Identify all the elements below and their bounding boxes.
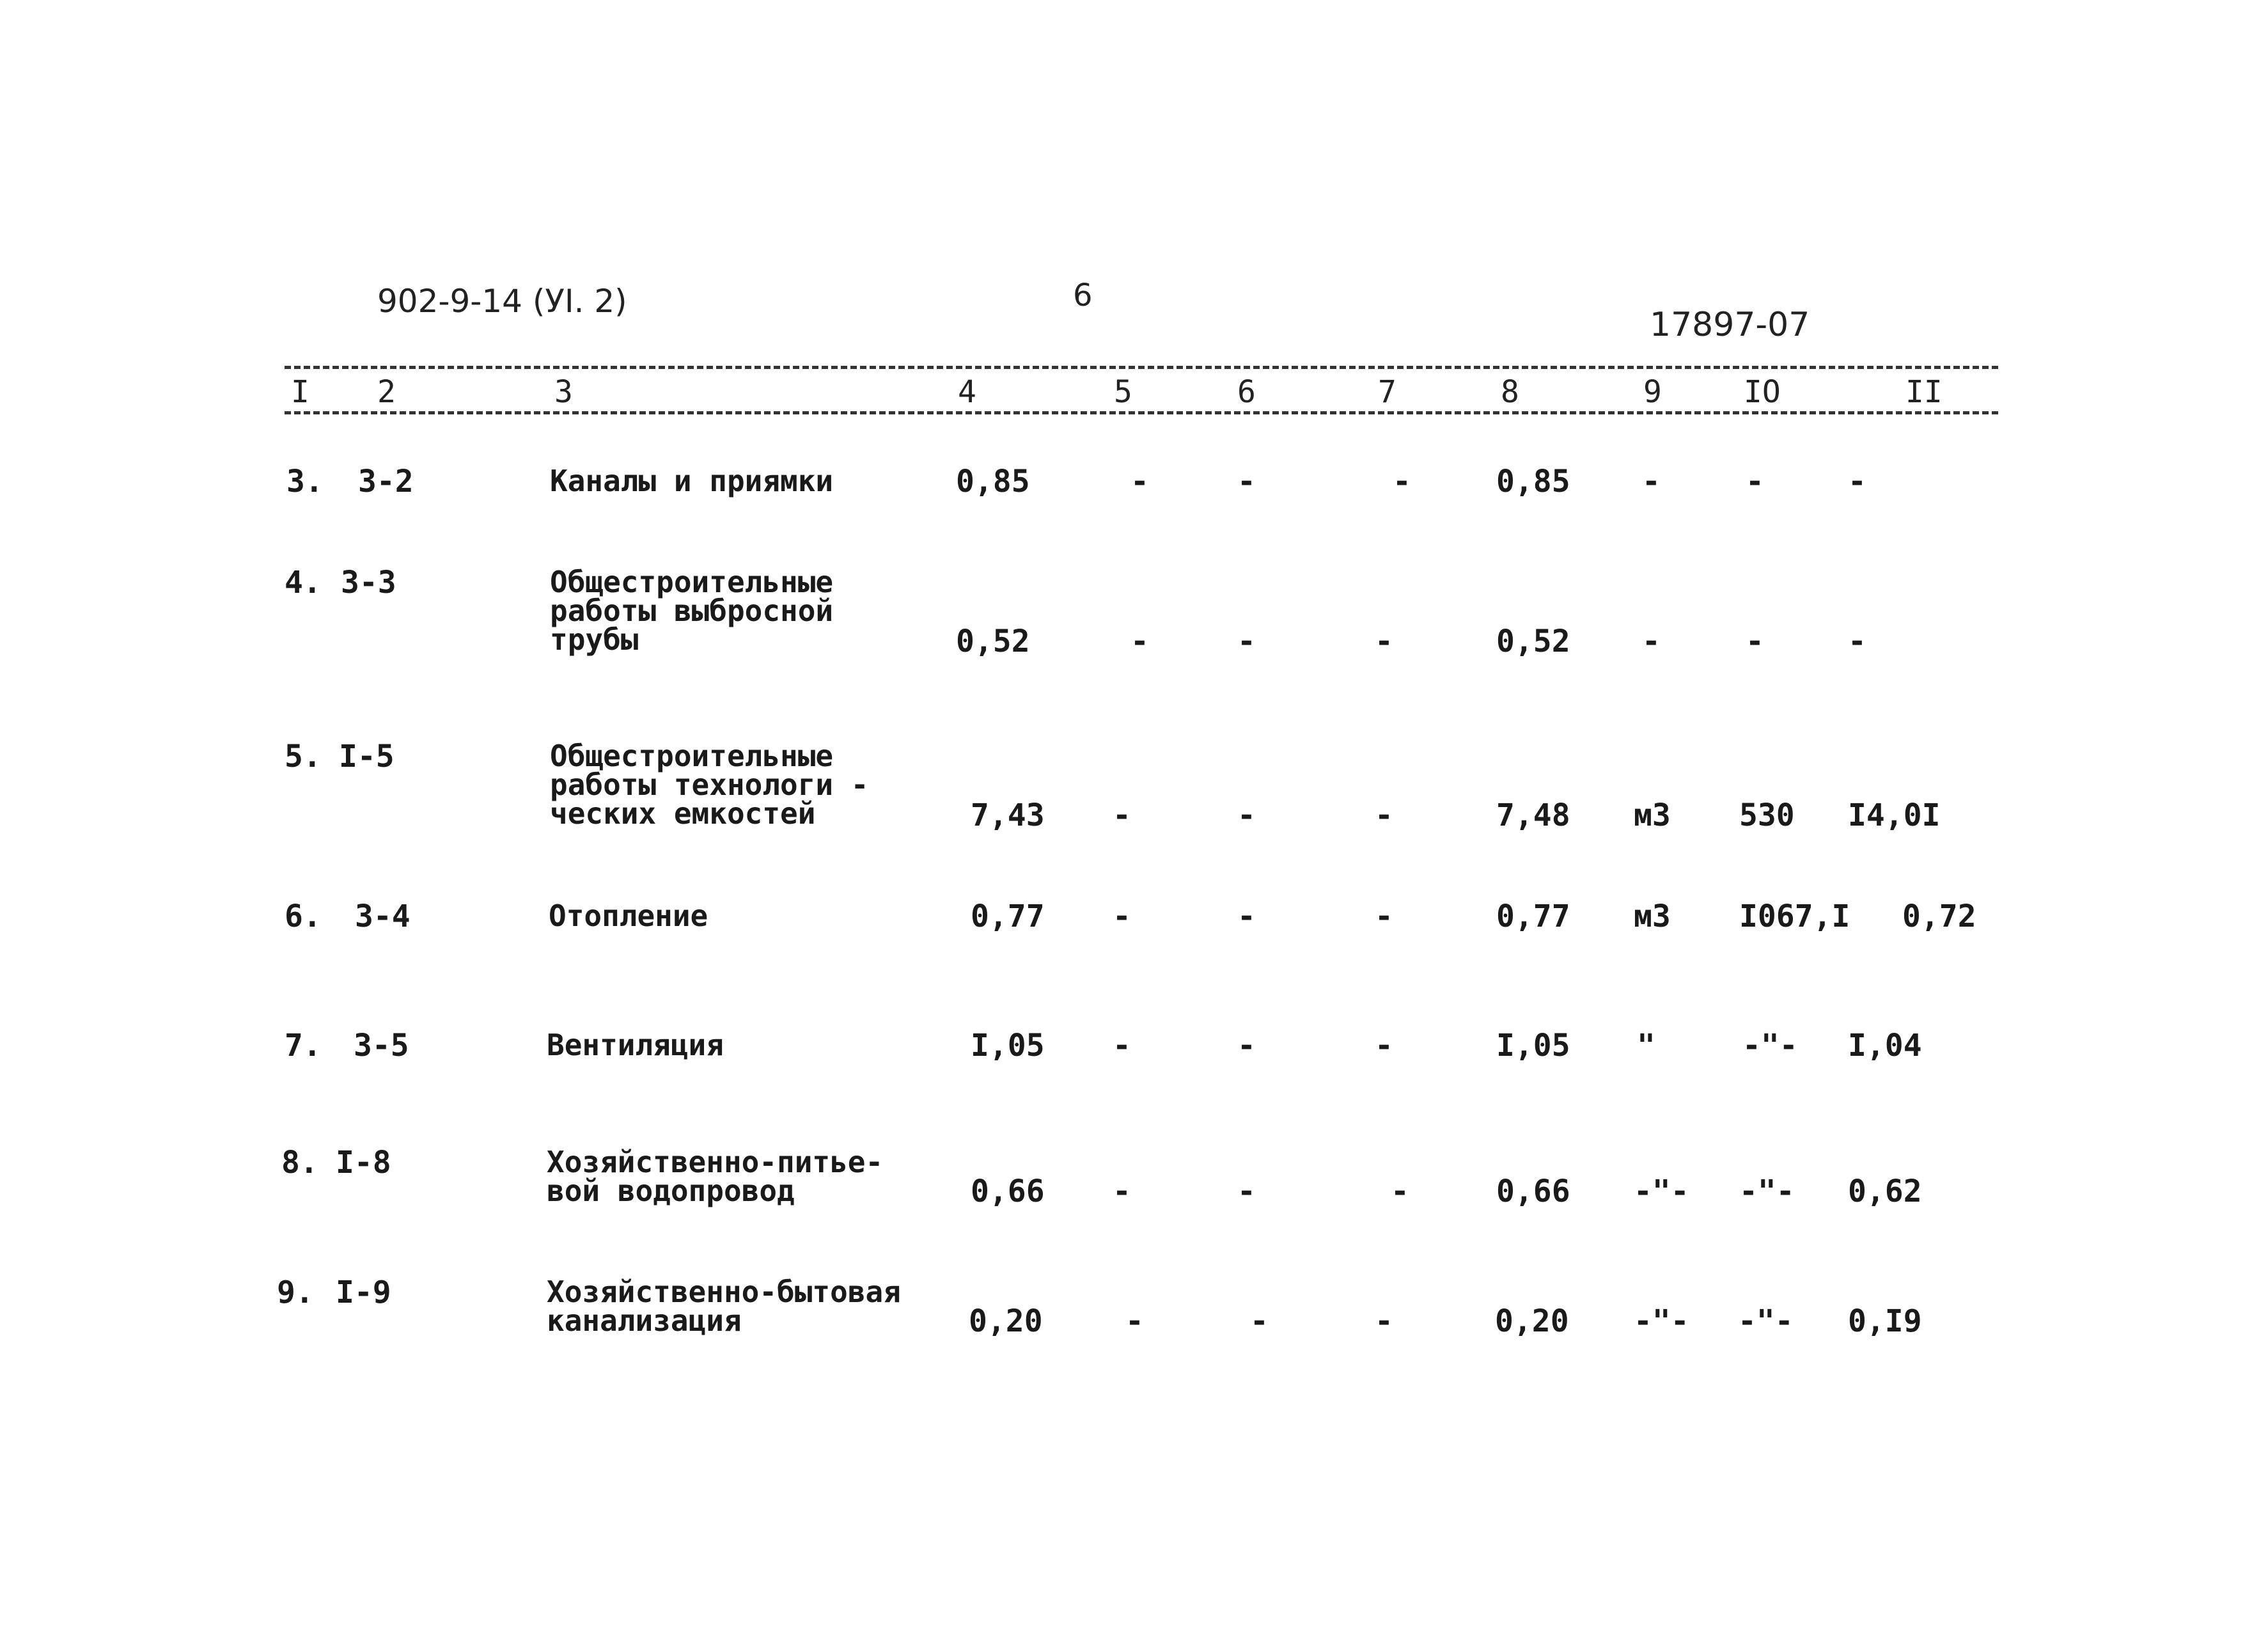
cell-col5: - xyxy=(1113,797,1131,833)
row-code: I-5 xyxy=(339,739,395,774)
row-name: Общестроительные работы технологи - ческих емкостей xyxy=(550,739,869,831)
cell-col6: - xyxy=(1237,1174,1256,1209)
cell-col5: - xyxy=(1113,1028,1131,1064)
cell-col7: - xyxy=(1391,1174,1409,1209)
row-code: 3-4 xyxy=(355,899,411,934)
column-number-9: 9 xyxy=(1643,374,1662,410)
cell-col5: - xyxy=(1113,1174,1131,1209)
cell-col11: I,04 xyxy=(1848,1028,1922,1064)
cell-col6: - xyxy=(1237,899,1256,934)
row-number: 4. xyxy=(285,565,322,601)
header-rule-bottom xyxy=(285,411,1998,414)
cell-col9: м3 xyxy=(1634,899,1671,934)
row-code: 3-2 xyxy=(358,464,414,499)
column-number-3: 3 xyxy=(554,374,573,410)
cell-col11: - xyxy=(1848,624,1866,659)
cell-col4: 0,85 xyxy=(956,464,1030,499)
cell-col9: - xyxy=(1642,464,1661,499)
row-number: 3. xyxy=(286,464,324,499)
cell-col5: - xyxy=(1125,1303,1144,1339)
cell-col10: -"- xyxy=(1739,1174,1795,1209)
cell-col11: 0,62 xyxy=(1848,1174,1922,1209)
column-number-1: I xyxy=(291,374,309,410)
cell-col11: I4,0I xyxy=(1848,797,1941,833)
cell-col6: - xyxy=(1237,1028,1256,1064)
cell-col10: - xyxy=(1746,624,1764,659)
archive-number: 17897-07 xyxy=(1650,306,1810,344)
cell-col8: 0,52 xyxy=(1496,624,1570,659)
row-code: 3-5 xyxy=(354,1028,409,1064)
row-code: I-8 xyxy=(336,1145,391,1181)
cell-col5: - xyxy=(1130,464,1149,499)
row-name: Хозяйственно-бытовая канализация xyxy=(547,1275,901,1338)
cell-col8: I,05 xyxy=(1496,1028,1570,1064)
row-name: Вентиляция xyxy=(547,1028,724,1062)
row-number: 5. xyxy=(285,739,322,774)
cell-col4: 0,52 xyxy=(956,624,1030,659)
cell-col7: - xyxy=(1375,797,1393,833)
cell-col5: - xyxy=(1130,624,1149,659)
cell-col9: " xyxy=(1637,1028,1655,1064)
cell-col8: 7,48 xyxy=(1496,797,1570,833)
row-number: 7. xyxy=(285,1028,322,1064)
row-name: Каналы и приямки xyxy=(550,464,834,498)
cell-col7: - xyxy=(1375,1028,1393,1064)
cell-col8: 0,20 xyxy=(1495,1303,1569,1339)
cell-col10: -"- xyxy=(1738,1303,1794,1339)
cell-col9: -"- xyxy=(1634,1303,1689,1339)
cell-col11: 0,I9 xyxy=(1848,1303,1922,1339)
header-rule-top xyxy=(285,366,1998,369)
cell-col4: 0,20 xyxy=(969,1303,1043,1339)
column-number-5: 5 xyxy=(1114,374,1132,410)
cell-col9: м3 xyxy=(1634,797,1671,833)
column-number-10: IO xyxy=(1744,374,1781,410)
cell-col10: - xyxy=(1746,464,1764,499)
row-code: 3-3 xyxy=(341,565,396,601)
cell-col5: - xyxy=(1113,899,1131,934)
cell-col7: - xyxy=(1375,624,1393,659)
row-code: I-9 xyxy=(336,1275,391,1310)
cell-col10: -"- xyxy=(1742,1028,1798,1064)
row-number: 6. xyxy=(285,899,322,934)
cell-col7: - xyxy=(1393,464,1411,499)
cell-col9: -"- xyxy=(1634,1174,1689,1209)
column-number-4: 4 xyxy=(958,374,976,410)
cell-col4: 0,77 xyxy=(971,899,1045,934)
cell-col7: - xyxy=(1375,1303,1393,1339)
cell-col6: - xyxy=(1237,464,1256,499)
cell-col6: - xyxy=(1250,1303,1269,1339)
cell-col6: - xyxy=(1237,624,1256,659)
column-number-11: II xyxy=(1905,374,1943,410)
row-number: 8. xyxy=(281,1145,318,1181)
cell-col4: I,05 xyxy=(971,1028,1045,1064)
cell-col10: 530 xyxy=(1739,797,1795,833)
cell-col4: 7,43 xyxy=(971,797,1045,833)
sheet-number: 6 xyxy=(1073,278,1093,313)
column-number-7: 7 xyxy=(1378,374,1396,410)
column-number-6: 6 xyxy=(1237,374,1256,410)
cell-col11: 0,72 xyxy=(1902,899,1976,934)
cell-col4: 0,66 xyxy=(971,1174,1045,1209)
cell-col10: I067,I xyxy=(1739,899,1850,934)
cell-col8: 0,77 xyxy=(1496,899,1570,934)
row-number: 9. xyxy=(277,1275,314,1310)
cell-col6: - xyxy=(1237,797,1256,833)
row-name: Общестроительные работы выбросной трубы xyxy=(550,565,834,657)
cell-col11: - xyxy=(1848,464,1866,499)
row-name: Хозяйственно-питье- вой водопровод xyxy=(547,1145,884,1208)
cell-col7: - xyxy=(1375,899,1393,934)
cell-col8: 0,85 xyxy=(1496,464,1570,499)
cell-col9: - xyxy=(1642,624,1661,659)
column-number-2: 2 xyxy=(377,374,396,410)
document-code: 902-9-14 (УI. 2) xyxy=(377,283,627,320)
column-number-8: 8 xyxy=(1501,374,1519,410)
cell-col8: 0,66 xyxy=(1496,1174,1570,1209)
row-name: Отопление xyxy=(549,899,708,933)
